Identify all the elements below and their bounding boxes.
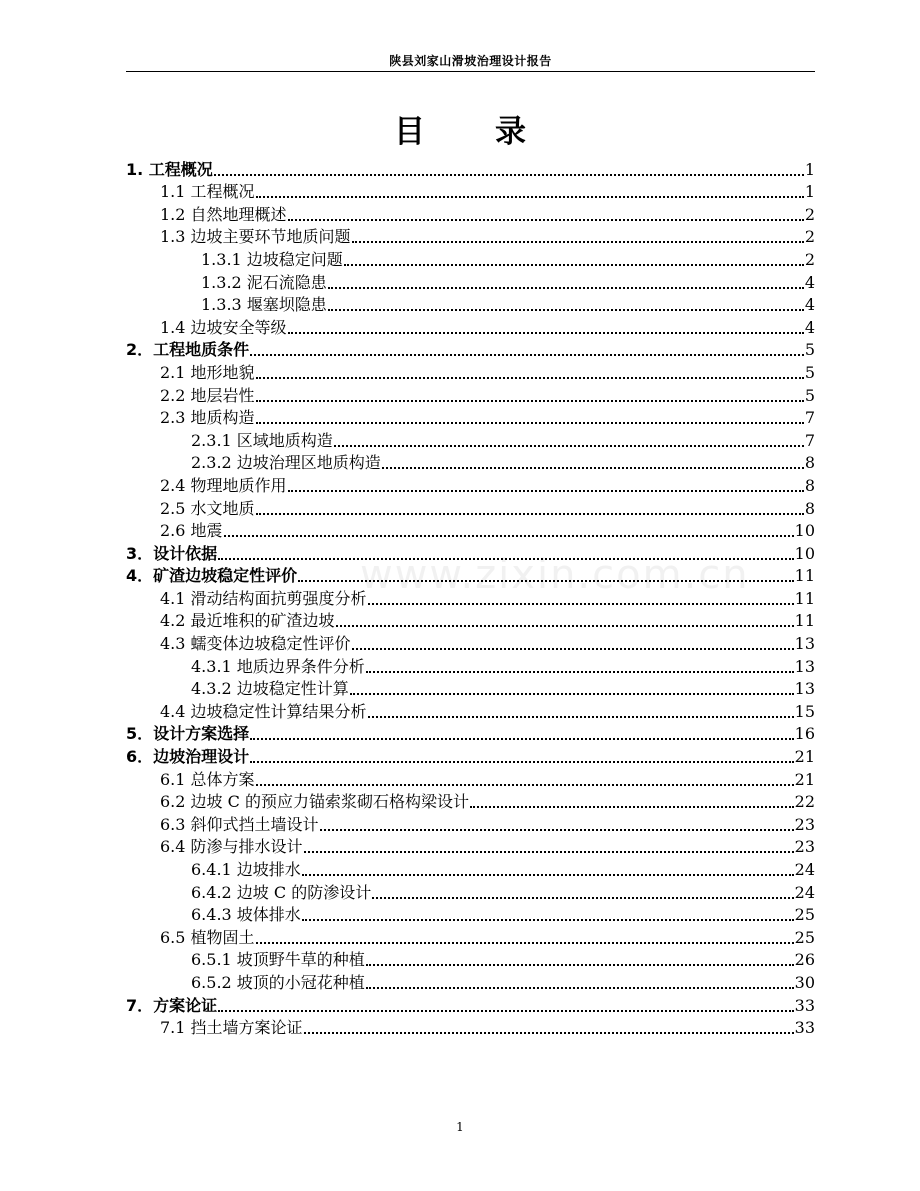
running-header: 陕县刘家山滑坡治理设计报告: [389, 54, 552, 68]
toc-entry-label: 2.3.2 边坡治理区地质构造: [191, 453, 381, 473]
toc-entry-label: 1.2 自然地理概述: [160, 204, 287, 224]
toc-entry[interactable]: [126, 383, 815, 406]
toc-entry-page: 23: [794, 814, 815, 834]
toc-entry-page: 15: [794, 701, 815, 721]
toc-entry[interactable]: [126, 812, 815, 835]
toc-entry[interactable]: [126, 631, 815, 654]
toc-entry-page: 21: [794, 747, 815, 767]
toc-leader-dots: [352, 241, 804, 243]
toc-entry[interactable]: [126, 406, 815, 429]
toc-entry[interactable]: [126, 247, 815, 270]
toc-entry-page: 1: [804, 182, 815, 202]
toc-entry-page: 7: [804, 430, 815, 450]
toc-entry-label: 6.4.3 坡体排水: [191, 905, 301, 925]
toc-entry-page: 30: [794, 972, 815, 992]
title-char-1: 目: [394, 114, 425, 150]
toc-entry[interactable]: [126, 609, 815, 632]
toc-leader-dots: [224, 535, 794, 537]
toc-leader-dots: [302, 919, 794, 921]
toc-entry-label: 2.2 地层岩性: [160, 385, 255, 405]
toc-entry[interactable]: [126, 699, 815, 722]
toc-entry[interactable]: [126, 1016, 815, 1039]
page-title: [0, 106, 920, 151]
toc-entry-label: 6.5.2 坡顶的小冠花种植: [191, 972, 365, 992]
toc-leader-dots: [218, 1010, 794, 1012]
toc-entry-page: 21: [794, 769, 815, 789]
toc-entry-page: 8: [804, 475, 815, 495]
toc-leader-dots: [250, 761, 794, 763]
toc-entry-label: 4.2 最近堆积的矿渣边坡: [160, 611, 335, 631]
toc-entry-label: 2.3.1 区域地质构造: [191, 430, 333, 450]
toc-entry-label: 2.3 地质构造: [160, 408, 255, 428]
toc-entry-page: 26: [794, 950, 815, 970]
toc-entry-label: 4.4 边坡稳定性计算结果分析: [160, 701, 367, 721]
toc-entry[interactable]: [126, 970, 815, 993]
toc-entry-page: 2: [804, 227, 815, 247]
toc-entry[interactable]: [126, 451, 815, 474]
toc-entry-page: 22: [794, 792, 815, 812]
toc-entry[interactable]: [126, 654, 815, 677]
toc-entry-label: 6.4 防渗与排水设计: [160, 837, 303, 857]
toc-entry-label: 4.3.2 边坡稳定性计算: [191, 679, 349, 699]
toc-entry-label: 7．方案论证: [126, 995, 218, 1015]
toc-leader-dots: [256, 513, 804, 515]
toc-entry[interactable]: [126, 360, 815, 383]
toc-entry-page: 8: [804, 453, 815, 473]
toc-entry[interactable]: [126, 293, 815, 316]
toc-leader-dots: [256, 422, 804, 424]
toc-entry-page: 33: [794, 1018, 815, 1038]
toc-leader-dots: [320, 829, 794, 831]
toc-entry[interactable]: [126, 157, 815, 180]
toc-entry-page: 7: [804, 408, 815, 428]
toc-entry-page: 16: [794, 724, 815, 744]
toc-leader-dots: [288, 332, 804, 334]
toc-leader-dots: [288, 219, 804, 221]
toc-entry-label: 5．设计方案选择: [126, 724, 250, 744]
toc-entry[interactable]: [126, 586, 815, 609]
toc-leader-dots: [328, 309, 804, 311]
toc-entry[interactable]: [126, 677, 815, 700]
toc-entry-label: 1.3.1 边坡稳定问题: [201, 249, 343, 269]
toc-leader-dots: [256, 377, 804, 379]
toc-leader-dots: [250, 738, 794, 740]
page-number: 1: [456, 1120, 464, 1134]
toc-entry-label: 2.5 水文地质: [160, 498, 255, 518]
toc-entry-label: 6.4.1 边坡排水: [191, 860, 301, 879]
toc-leader-dots: [302, 874, 794, 876]
toc-leader-dots: [366, 671, 794, 673]
toc-entry-label: 1.3.2 泥石流隐患: [201, 272, 327, 292]
toc-entry-label: 2．工程地质条件: [126, 340, 250, 360]
toc-entry-label: 6.5 植物固土: [160, 927, 255, 947]
toc-entry-page: 4: [804, 272, 815, 292]
toc-leader-dots: [368, 716, 794, 718]
toc-entry-page: 11: [794, 588, 815, 608]
toc-leader-dots: [218, 558, 794, 560]
toc-entry[interactable]: [126, 744, 815, 767]
toc-entry-page: 25: [794, 905, 815, 925]
toc-leader-dots: [350, 693, 794, 695]
toc-entry-page: 13: [794, 634, 815, 654]
toc-entry[interactable]: [126, 428, 815, 451]
toc-entry-page: 24: [794, 882, 815, 902]
toc-entry[interactable]: [126, 225, 815, 248]
toc-entry-label: 4.3 蠕变体边坡稳定性评价: [160, 634, 351, 654]
toc-entry[interactable]: [126, 948, 815, 971]
toc-leader-dots: [366, 987, 794, 989]
toc-entry-label: 6.5.1 坡顶野牛草的种植: [191, 950, 365, 970]
toc-entry-label: 4.1 滑动结构面抗剪强度分析: [160, 588, 367, 608]
toc-leader-dots: [344, 264, 804, 266]
toc-leader-dots: [470, 806, 794, 808]
header-divider: [126, 71, 815, 72]
toc-entry[interactable]: [126, 835, 815, 858]
toc-entry[interactable]: [126, 767, 815, 790]
toc-entry-label: 1.1 工程概况: [160, 182, 255, 202]
toc-entry-label: 6.1 总体方案: [160, 769, 255, 789]
toc-leader-dots: [304, 1032, 794, 1034]
toc-entry-label: 6.2 边坡 C 的预应力锚索浆砌石格构梁设计: [160, 792, 469, 812]
toc-entry-label: 6.4.2 边坡 C 的防渗设计: [191, 882, 372, 902]
toc-leader-dots: [336, 625, 794, 627]
toc-entry-page: 2: [804, 204, 815, 224]
toc-leader-dots: [298, 580, 794, 582]
toc-leader-dots: [304, 851, 794, 853]
toc-leader-dots: [366, 964, 794, 966]
toc-entry[interactable]: [126, 857, 815, 880]
toc-leader-dots: [256, 196, 804, 198]
toc-entry-page: 4: [804, 295, 815, 315]
title-char-2: 录: [495, 114, 526, 150]
toc-entry-page: 13: [794, 656, 815, 676]
toc-entry-label: 4.3.1 地质边界条件分析: [191, 656, 365, 676]
toc-leader-dots: [372, 897, 793, 899]
toc-entry-page: 5: [804, 340, 815, 360]
toc-leader-dots: [352, 648, 794, 650]
toc-entry-label: 3．设计依据: [126, 543, 218, 563]
toc-entry-page: 13: [794, 679, 815, 699]
toc-entry-page: 23: [794, 837, 815, 857]
toc-entry-page: 5: [804, 385, 815, 405]
toc-entry[interactable]: [126, 315, 815, 338]
toc-leader-dots: [368, 603, 794, 605]
toc-entry-page: 11: [794, 611, 815, 631]
toc-entry-page: 24: [794, 860, 815, 879]
toc-entry-label: 7.1 挡土墙方案论证: [160, 1018, 303, 1038]
table-of-contents: [126, 157, 815, 1038]
toc-entry-label: 1. 工程概况: [126, 159, 213, 179]
toc-entry-page: 8: [804, 498, 815, 518]
toc-entry[interactable]: [126, 519, 815, 542]
toc-leader-dots: [288, 490, 804, 492]
toc-entry-page: 2: [804, 249, 815, 269]
toc-entry[interactable]: [126, 338, 815, 361]
toc-leader-dots: [256, 942, 794, 944]
toc-entry-label: 4．矿渣边坡稳定性评价: [126, 566, 298, 586]
toc-leader-dots: [214, 174, 804, 176]
toc-entry-page: 33: [794, 995, 815, 1015]
toc-leader-dots: [256, 400, 804, 402]
toc-leader-dots: [382, 467, 804, 469]
toc-leader-dots: [250, 354, 804, 356]
toc-entry[interactable]: [126, 903, 815, 926]
toc-entry-label: 1.3 边坡主要环节地质问题: [160, 227, 351, 247]
toc-entry-label: 6.3 斜仰式挡土墙设计: [160, 814, 319, 834]
toc-entry[interactable]: [126, 496, 815, 519]
toc-entry-label: 1.4 边坡安全等级: [160, 317, 287, 337]
toc-entry-page: 11: [794, 566, 815, 586]
toc-entry-page: 10: [794, 543, 815, 563]
toc-entry-page: 25: [794, 927, 815, 947]
toc-entry-page: 4: [804, 317, 815, 337]
toc-entry-label: 6．边坡治理设计: [126, 747, 250, 767]
toc-entry[interactable]: [126, 880, 815, 903]
toc-entry[interactable]: [126, 541, 815, 564]
toc-leader-dots: [334, 445, 804, 447]
toc-entry[interactable]: [126, 473, 815, 496]
toc-entry[interactable]: [126, 564, 815, 587]
toc-entry[interactable]: [126, 790, 815, 813]
toc-entry-label: 1.3.3 堰塞坝隐患: [201, 295, 327, 315]
toc-entry-page: 10: [794, 521, 815, 541]
toc-entry-page: 5: [804, 362, 815, 382]
toc-entry-label: 2.4 物理地质作用: [160, 475, 287, 495]
toc-entry-page: 1: [804, 159, 815, 179]
toc-entry[interactable]: [126, 202, 815, 225]
toc-entry-label: 2.1 地形地貌: [160, 362, 255, 382]
toc-leader-dots: [328, 287, 804, 289]
toc-entry[interactable]: [126, 925, 815, 948]
toc-entry-label: 2.6 地震: [160, 521, 223, 541]
toc-entry[interactable]: [126, 722, 815, 745]
toc-entry[interactable]: [126, 180, 815, 203]
watermark: www.zixin.com.cn: [360, 552, 750, 598]
toc-entry[interactable]: [126, 993, 815, 1016]
toc-leader-dots: [256, 784, 794, 786]
toc-entry[interactable]: [126, 270, 815, 293]
